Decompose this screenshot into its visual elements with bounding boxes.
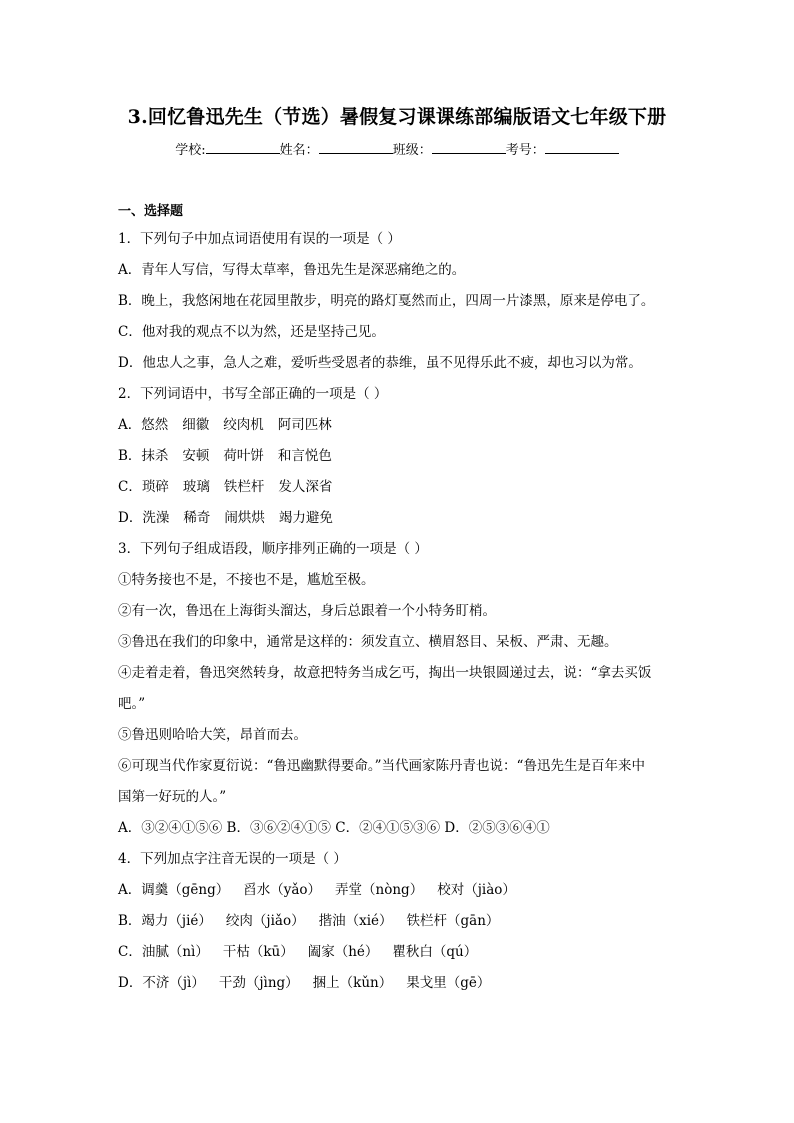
question-4-option-c [118,937,678,968]
document-title: 3.回忆鲁迅先生（节选）暑假复习课课练部编版语文七年级下册 [127,106,667,128]
question-1-option-b: B．晚上，我悠闲地在花园里散步，明亮的路灯戛然而止，四周一片漆黑，原来是停电了。 [118,293,655,309]
option-word: 细徽 [182,417,210,433]
option-word: 弄堂（nòng） [335,882,424,898]
name-blank[interactable] [319,141,393,154]
question-3-sentence-4: ④走着走着，鲁迅突然转身，故意把特务当成乞丐，掏出一块银圆递过去，说：“拿去买饭 [118,665,652,681]
option-word: B．抹杀 [118,448,169,464]
question-2-stem: 2．下列词语中，书写全部正确的一项是（ ） [118,386,388,402]
option-word: 荷叶饼 [223,448,264,464]
question-3-sentence-5: ⑤鲁迅则哈哈大笑，昂首而去。 [118,727,307,743]
question-1-option-d: D．他忠人之事，急人之难，爱听些受恩者的恭维，虽不见得乐此不疲，却也习以为常。 [118,355,642,371]
option-word: 舀水（yǎo） [243,882,322,898]
option-word: 捆上（kǔn） [312,975,393,991]
question-2-option-c [118,472,678,503]
option-word: A．悠然 [118,417,169,433]
option-word: B．竭力（jié） [118,913,212,929]
question-4-option-b [118,906,678,937]
option-word: 和言悦色 [277,448,332,464]
option-word: 玻璃 [182,479,210,495]
option-word: C．琐碎 [118,479,169,495]
option-word: A．调羹（gēng） [118,882,230,898]
option-word: 果戈里（gē） [406,975,491,991]
question-1-option-c: C．他对我的观点不以为然，还是坚持己见。 [118,324,385,340]
question-3-options: A．③②④①⑤⑥ B．③⑥②④①⑤ C．②④①⑤③⑥ D．②⑤③⑥④① [118,820,550,836]
question-4-option-a [118,875,678,906]
question-2-option-b [118,441,678,472]
option-word: 闹烘烘 [224,510,265,526]
number-label: 考号： [505,143,545,158]
option-word: C．油腻（nì） [118,944,209,960]
class-blank[interactable] [432,141,506,154]
question-3-sentence-4-cont: 吧。” [118,696,146,712]
option-word: 绞肉（jiǎo） [225,913,305,929]
option-word: 阿司匹林 [277,417,332,433]
question-2-option-a [118,410,678,441]
number-blank[interactable] [545,141,619,154]
option-word: 干枯（kū） [222,944,294,960]
class-label: 班级： [392,143,432,158]
question-3-sentence-2: ②有一次，鲁迅在上海街头溜达，身后总跟着一个小特务盯梢。 [118,603,496,619]
question-3-stem: 3．下列句子组成语段，顺序排列正确的一项是（ ） [118,541,428,557]
section-heading: 一、选择题 [118,204,184,219]
option-word: 瞿秋白（qú） [392,944,478,960]
option-word: D．洗澡 [118,510,170,526]
question-1-stem: 1．下列句子中加点词语使用有误的一项是（ ） [118,231,401,247]
question-3-sentence-6-cont: 国第一好玩的人。” [118,789,227,805]
option-word: 发人深省 [278,479,333,495]
option-word: 绞肉机 [223,417,264,433]
question-1-option-a: A．青年人写信，写得太草率，鲁迅先生是深恶痛绝之的。 [118,262,466,278]
option-word: 铁栏杆（gān） [406,913,500,929]
question-content [118,200,678,999]
question-2-option-d [118,503,678,534]
student-info-line [0,139,794,158]
option-word: 揩油（xié） [318,913,393,929]
option-word: 稀奇 [183,510,211,526]
school-blank[interactable] [206,141,280,154]
option-word: D．不济（jì） [118,975,205,991]
option-word: 铁栏杆 [223,479,265,495]
question-3-sentence-6: ⑥可现当代作家夏衍说：“鲁迅幽默得要命。”当代画家陈丹青也说：“鲁迅先生是百年来中 [118,758,645,774]
question-3-sentence-3: ③鲁迅在我们的印象中，通常是这样的：须发直立、横眉怒目、呆板、严肃、无趣。 [118,634,618,650]
option-word: 干劲（jìng） [218,975,299,991]
option-word: 阖家（hé） [307,944,379,960]
question-4-option-d [118,968,678,999]
question-4-stem: 4．下列加点字注音无误的一项是（ ） [118,851,347,867]
option-word: 校对（jiào） [437,882,516,898]
option-word: 安顿 [182,448,210,464]
school-label: 学校: [175,143,206,158]
option-word: 竭力避免 [278,510,333,526]
question-3-sentence-1: ①特务接也不是，不接也不是，尴尬至极。 [118,572,375,588]
name-label: 姓名： [279,143,319,158]
